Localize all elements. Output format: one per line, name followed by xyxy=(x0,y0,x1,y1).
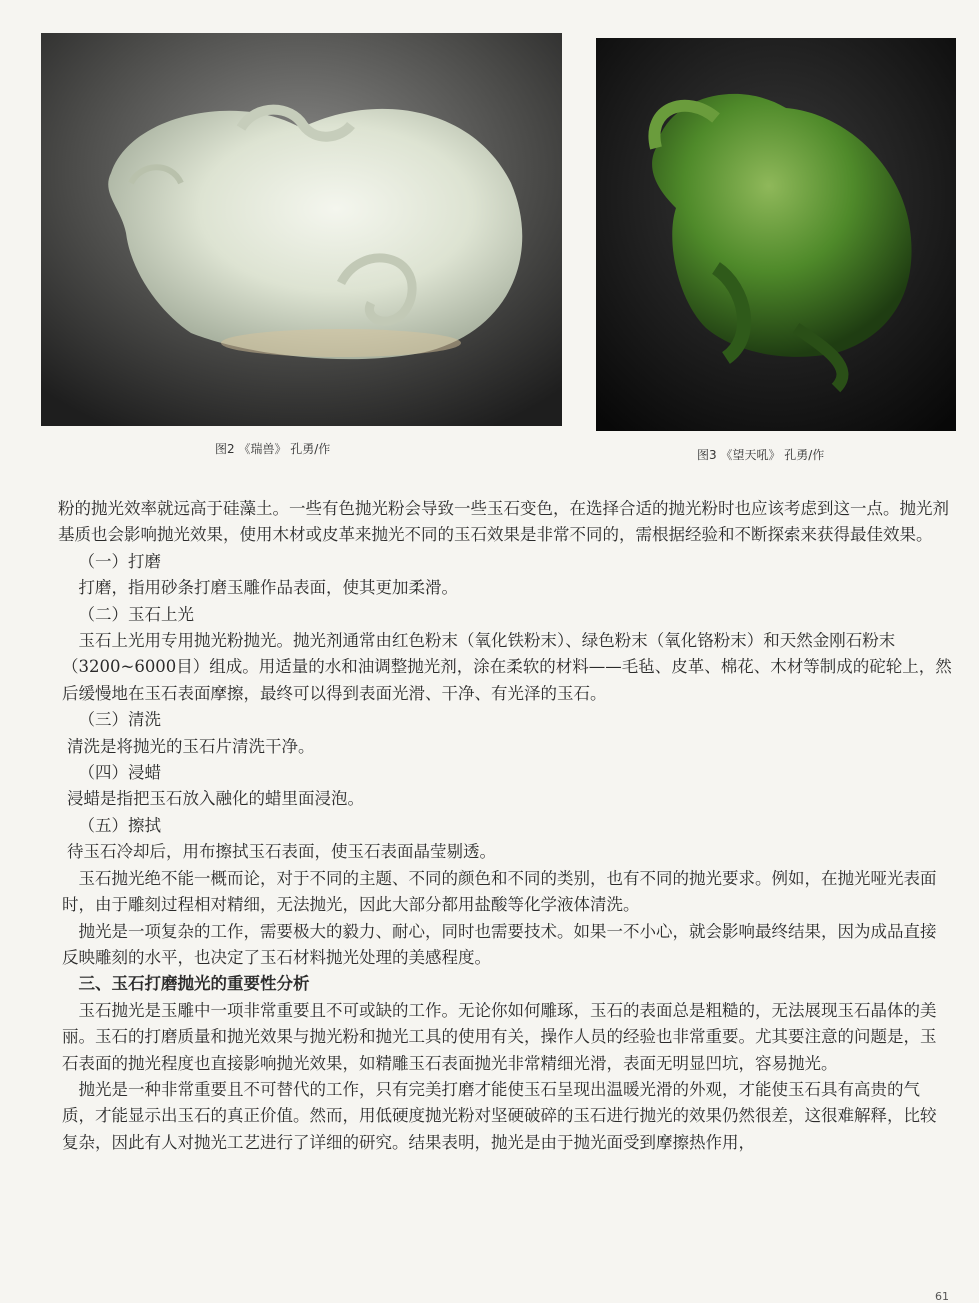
paragraph-polishing-agent: 粉的抛光效率就远高于硅藻土。一些有色抛光粉会导致一些玉石变色，在选择合适的抛光粉时也应该考虑到这一点。抛光剂基质也会影响抛光效果，使用木材或皮革来抛光不同的玉石效果是非常不同的，需根据经验和不断探索来获得最佳效果。 xyxy=(58,499,949,545)
green-jade-image xyxy=(596,38,956,431)
paragraph-complex-work: 抛光是一项复杂的工作，需要极大的毅力、耐心，同时也需要技术。如果一不小心，就会影响最终结果，因为成品直接反映雕刻的水平，也决定了玉石材料抛光处理的美感程度。 xyxy=(62,921,937,967)
paragraph-importance-1: 玉石抛光是玉雕中一项非常重要且不可或缺的工作。无论你如何雕琢，玉石的表面总是粗糙的，无法展现玉石晶体的美丽。玉石的打磨质量和抛光效果与抛光粉和抛光工具的使用有关，操作人员的经验也非常重要。尤其要注意的问题是，玉石表面的抛光程度也直接影响抛光效果，如精雕玉石表面抛光非常精细光滑，表面无明显凹坑，容易抛光。 xyxy=(62,1000,937,1073)
paragraph-importance-2: 抛光是一种非常重要且不可替代的工作，只有完美打磨才能使玉石呈现出温暖光滑的外观，才能使玉石具有高贵的气质，才能显示出玉石的真正价值。然而，用低硬度抛光粉对坚硬破碎的玉石进行抛光的效果仍然很差，这很难解释，比较复杂，因此有人对抛光工艺进行了详细的研究。结果表明，抛光是由于抛光面受到摩擦热作用， xyxy=(62,1079,937,1152)
section-heading-importance: 三、玉石打磨抛光的重要性分析 xyxy=(78,974,310,994)
page-number: 61 xyxy=(935,1290,949,1303)
paragraph-waxing: 浸蜡是指把玉石放入融化的蜡里面浸泡。 xyxy=(66,789,364,809)
section-heading-wiping: （五）擦拭 xyxy=(78,815,161,835)
figure-2-white-jade-beast-photo xyxy=(41,33,562,426)
paragraph-matte-polish: 玉石抛光绝不能一概而论，对于不同的主题、不同的颜色和不同的类别，也有不同的抛光要求。例如，在抛光哑光表面时，由于雕刻过程相对精细，无法抛光，因此大部分都用盐酸等化学液体清洗。 xyxy=(62,868,937,915)
section-heading-waxing: （四）浸蜡 xyxy=(78,763,161,783)
paragraph-wiping: 待玉石冷却后，用布擦拭玉石表面，使玉石表面晶莹剔透。 xyxy=(66,842,496,862)
paragraph-grinding: 打磨，指用砂条打磨玉雕作品表面，使其更加柔滑。 xyxy=(78,578,458,598)
figure-2-caption: 图2 《瑞兽》 孔勇/作 xyxy=(215,442,331,456)
white-jade-image xyxy=(41,33,562,426)
section-heading-grinding: （一）打磨 xyxy=(78,551,161,571)
section-heading-glazing: （二）玉石上光 xyxy=(78,604,194,624)
paragraph-glazing: 玉石上光用专用抛光粉抛光。抛光剂通常由红色粉末（氧化铁粉末）、绿色粉末（氧化铬粉末）和天然金刚石粉末（3200~6000目）组成。用适量的水和油调整抛光剂，涂在柔软的材料——毛毡、皮革、棉花、木材等制成的砣轮上，然后缓慢地在玉石表面摩擦，最终可以得到表面光滑、干净、有光泽的玉石。 xyxy=(62,631,952,703)
figure-3-green-jade-beast-photo xyxy=(596,38,956,431)
paragraph-cleaning: 清洗是将抛光的玉石片清洗干净。 xyxy=(66,736,315,756)
section-heading-cleaning: （三）清洗 xyxy=(78,710,161,730)
figure-3-caption: 图3 《望天吼》 孔勇/作 xyxy=(697,448,825,462)
body-text xyxy=(58,496,952,1156)
